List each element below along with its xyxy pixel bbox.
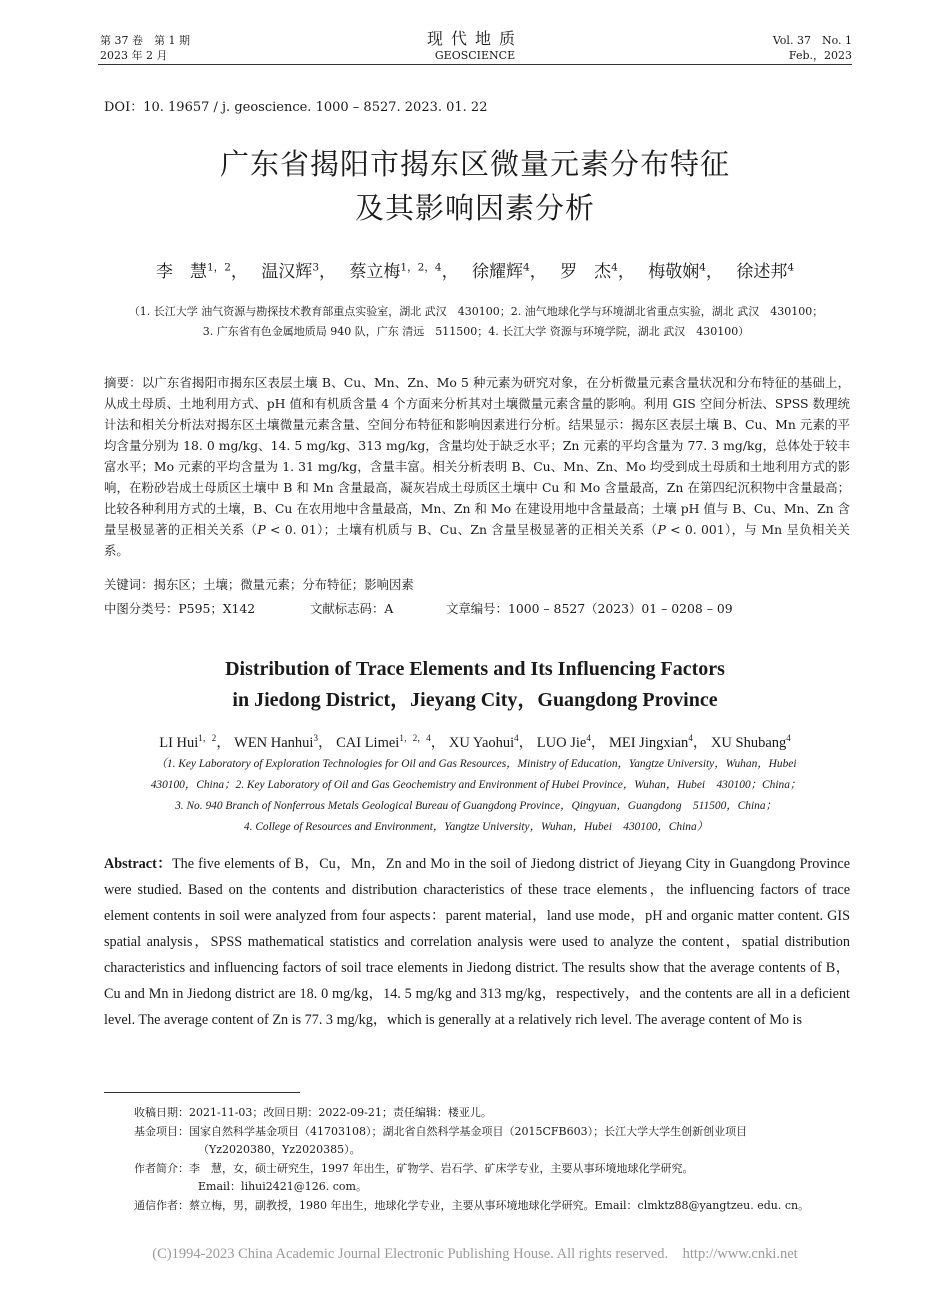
classification-cn	[104, 599, 733, 617]
author-en: WEN Hanhui$^3$，	[234, 733, 333, 751]
footnotes	[134, 1104, 850, 1215]
title-cn-line2: 及其影响因素分析	[354, 191, 595, 225]
author-cn: 徐述邦$^4$	[736, 261, 795, 282]
footnote-fund-cont: （Yz2020380，Yz2020385）。	[198, 1143, 361, 1156]
affiliation-cn-line: 3. 广东省有色金属地质局 940 队，广东 清远 511500；4. 长江大学 资源与环境学院，湖北 武汉 430100）	[202, 325, 750, 338]
keywords-cn-label: 关键词：	[104, 577, 154, 592]
affiliation-cn-line: （1. 长江大学 油气资源与勘探技术教育部重点实验室，湖北 武汉 430100；2. 油气地球化学与环境湖北省重点实验，湖北 武汉 430100；	[128, 305, 824, 318]
authors-en	[0, 731, 950, 752]
abstract-cn-text: < 0. 001），与 Mn 呈负相关关系。	[104, 522, 850, 558]
title-cn	[0, 142, 950, 230]
running-header-right	[773, 33, 852, 63]
footnote-fund: 基金项目： 国家自然科学基金项目（41703108）；湖北省自然科学基金项目（2015CFB603）；长江大学大学生创新创业项目	[134, 1124, 748, 1138]
abstract-cn-label: 摘要：	[104, 375, 142, 390]
footnote-author: 作者简介： 李 慧，女，硕士研究生，1997 年出生，矿物学、岩石学、矿床学专业，主要从事环境地球化学研究。	[134, 1161, 694, 1175]
journal-name-en: GEOSCIENCE	[434, 49, 516, 62]
doi[interactable]: DOI：10. 19657 / j. geoscience. 1000 – 8527. 2023. 01. 22	[104, 100, 488, 115]
title-en-line2: in Jiedong District，Jieyang City，Guangdong Province	[232, 689, 718, 711]
affiliation-en-line: 3. No. 940 Branch of Nonferrous Metals Geological Bureau of Guangdong Province，Qingyuan，Guangdong 511500，China；	[175, 800, 777, 812]
author-en: CAI Limei$^{1,2,4}$，	[336, 733, 446, 751]
footnote-author-email[interactable]: Email：lihui2421@126. com。	[198, 1180, 367, 1193]
footnote-corresponding: 通信作者： 蔡立梅，男，副教授，1980 年出生，地球化学专业，主要从事环境地球化学研究。Email：clmktz88@yangtzeu. edu. cn。	[134, 1198, 810, 1212]
author-en: MEI Jingxian$^4$，	[608, 733, 708, 751]
author-cn: 温汉辉$^3$，	[261, 261, 337, 282]
affiliations-cn	[96, 302, 856, 342]
affiliations-en	[120, 754, 832, 838]
abstract-cn-text: 以广东省揭阳市揭东区表层土壤 B、Cu、Mn、Zn、Mo 5 种元素为研究对象，在分析微量元素含量状况和分布特征的基础上，从成土母质、土地利用方式、pH 值和有机质含量 4 个方面来分析其对土壤微量元素含量的影响。利用 GIS 空间分析法、SPSS 数理统计法和相关分析法对揭东区土壤微量元素含量、空间分布特征和影响因素进行分析。结果显示：揭东区表层土壤 B、Cu、Mn 元素的平均含量分别为 18. 0 mg/kg、14. 5 mg/kg、313 mg/kg，含量均处于缺乏水平；Zn 元素的平均含量为 77. 3 mg/kg，总体处于较丰富水平；Mo 元素的平均含量为 1. 31 mg/kg，含量丰富。相关分析表明 B、Cu、Mn、Zn、Mo 均受到成土母质和土地利用方式的影响，在粉砂岩成土母质区土壤中 B 和 Mn 含量最高，凝灰岩成土母质区土壤中 Cu 和 Mo 含量最高，Zn 在第四纪沉积物中含量最高；比较各种利用方式的土壤，B、Cu 在农用地中含量最高，Mn、Zn 和 Mo 在建设用地中含量最高；土壤 pH 值与 B、Cu、Mn、Zn 含量呈极显著的正相关关系（	[104, 375, 851, 537]
affiliation-en-line: 4. College of Resources and Environment，Yangtze University，Wuhan，Hubei 430100，China）	[243, 821, 709, 833]
title-en-line1: Distribution of Trace Elements and Its Influencing Factors	[225, 658, 725, 680]
volume-issue-en: Vol. 37 No. 1	[772, 34, 852, 47]
volume-issue-cn: 第 37 卷 第 1 期	[100, 34, 190, 47]
p-value-symbol: P	[257, 522, 266, 537]
abstract-en-text: The five elements of B，Cu，Mn，Zn and Mo in the soil of Jiedong district of Jieyang City in Guangdong Province were studied. Based on the contents and distribution characteristics of these trace elements，the influencing factors of trace element contents in soil were analyzed from four aspects：parent material，land use mode，pH and organic matter content. GIS spatial analysis，SPSS mathematical statistics and correlation analysis were used to analyze the content，spatial distribution characteristics and influencing factors of soil trace elements in Jiedong district. The results show that the average contents of B，Cu and Mn in Jiedong district are 18. 0 mg/kg，14. 5 mg/kg and 313 mg/kg，respectively，and the contents are all in a deficient level. The average content of Zn is 77. 3 mg/kg，which is generally at a relatively rich level. The average content of Mo is	[104, 856, 851, 1028]
date-cn: 2023 年 2 月	[100, 49, 168, 62]
article-number: 文章编号：1000 – 8527（2023）01 – 0208 – 09	[446, 601, 733, 616]
title-cn-line1: 广东省揭阳市揭东区微量元素分布特征	[219, 147, 730, 181]
affiliation-en-line: 430100，China；2. Key Laboratory of Oil and Gas Geochemistry and Environment of Hubei Province，Wuhan，Hubei 430100；China；	[150, 779, 802, 791]
keywords-cn	[104, 575, 414, 593]
footnote-received: 收稿日期： 2021-11-03；改回日期：2022-09-21；责任编辑：楼亚儿。	[134, 1106, 492, 1119]
author-cn: 徐耀辉$^4$，	[472, 261, 547, 282]
abstract-en	[104, 851, 850, 1033]
document-code: 文献标志码：A	[310, 601, 394, 616]
author-cn: 蔡立梅$^{1,2,4}$，	[349, 261, 459, 282]
journal-name-cn: 现代地质	[426, 29, 523, 48]
date-en: Feb.，2023	[788, 49, 852, 62]
abstract-cn	[104, 372, 850, 561]
affiliation-en-line: （1. Key Laboratory of Exploration Technologies for Oil and Gas Resources，Ministry of Education，Yangtze University，Wuhan，Hubei	[155, 758, 797, 770]
footnote-divider	[104, 1092, 300, 1093]
author-en: XU Yaohui$^4$，	[448, 733, 534, 751]
abstract-en-label: Abstract：	[104, 856, 172, 872]
author-en: LI Hui$^{1,2}$，	[159, 733, 231, 751]
header-divider	[98, 64, 852, 65]
author-en: XU Shubang$^4$	[710, 733, 791, 751]
p-value-symbol: P	[657, 522, 666, 537]
author-cn: 李 慧$^{1,2}$，	[155, 261, 248, 282]
author-cn: 罗 杰$^4$，	[560, 261, 635, 282]
title-en	[0, 654, 950, 716]
keywords-cn-text: 揭东区；土壤；微量元素；分布特征；影响因素	[153, 577, 414, 592]
abstract-cn-text: < 0. 01）；土壤有机质与 B、Cu、Zn 含量呈极显著的正相关关系（	[265, 522, 658, 537]
copyright-notice: (C)1994-2023 China Academic Journal Electronic Publishing House. All rights reserved. http://www.cnki.net	[152, 1246, 798, 1262]
author-en: LUO Jie$^4$，	[536, 733, 606, 751]
clc-number: 中图分类号：P595；X142	[104, 601, 256, 616]
authors-cn	[0, 257, 950, 282]
author-cn: 梅敬娴$^4$，	[648, 261, 723, 282]
